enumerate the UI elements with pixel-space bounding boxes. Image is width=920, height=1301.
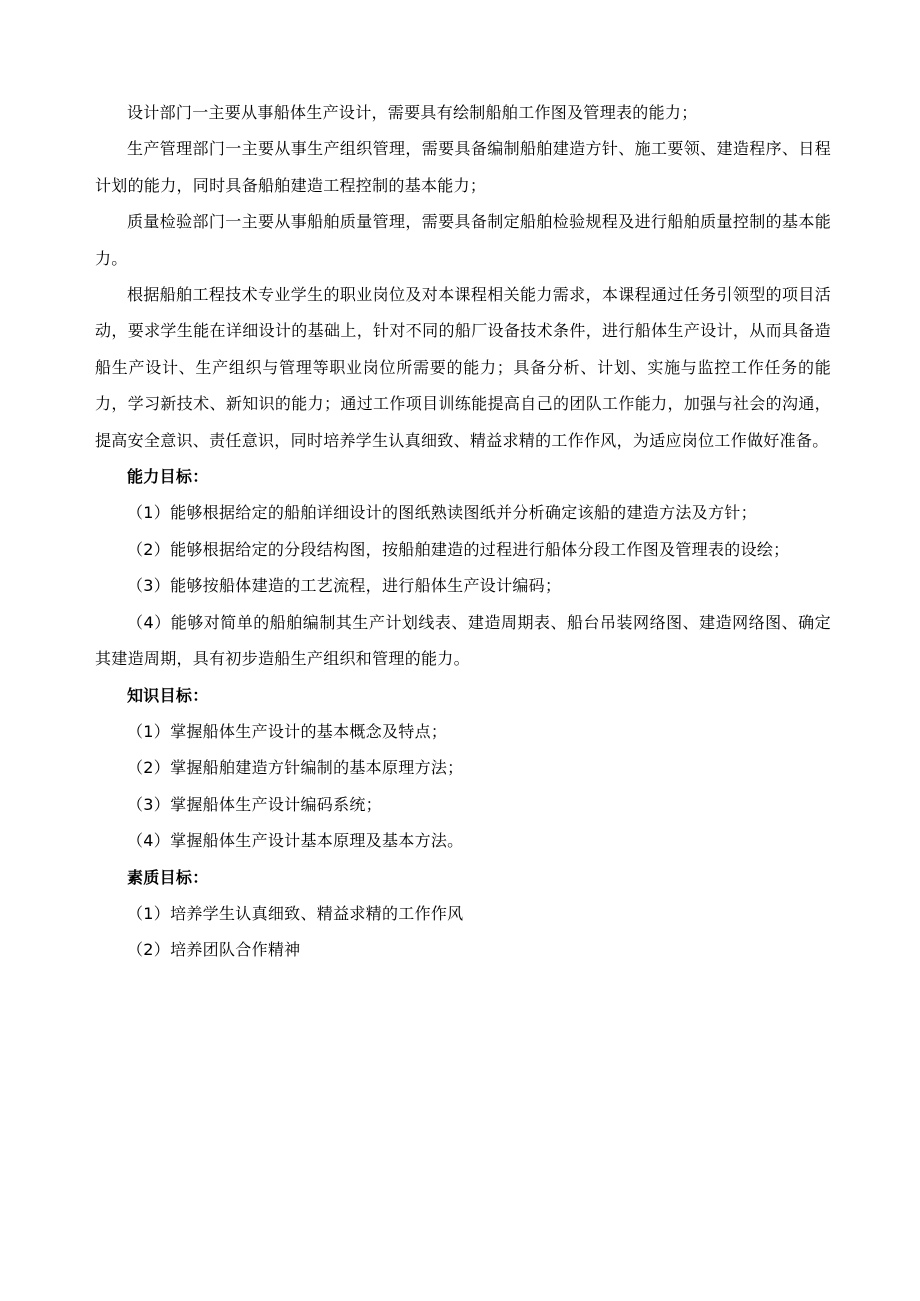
knowledge-goal-item: （4）掌握船体生产设计基本原理及基本方法。 xyxy=(127,831,464,851)
paragraph-quality-dept: 质量检验部门一主要从事船舶质量管理，需要具备制定船舶检验规程及进行船舶质量控制的基本能力。 xyxy=(95,212,831,268)
ability-goal-item: （3）能够按船体建造的工艺流程，进行船体生产设计编码； xyxy=(127,576,562,596)
quality-goal-item: （2）培养团队合作精神 xyxy=(127,940,301,960)
paragraph-production-dept: 生产管理部门一主要从事生产组织管理，需要具备编制船舶建造方针、施工要领、建造程序、日程计划的能力，同时具备船舶建造工程控制的基本能力； xyxy=(95,139,831,195)
ability-goals-heading: 能力目标： xyxy=(127,467,209,487)
knowledge-goal-item: （2）掌握船舶建造方针编制的基本原理方法； xyxy=(127,758,464,778)
ability-goal-item: （4）能够对简单的船舶编制其生产计划线表、建造周期表、船台吊装网络图、建造网络图、确定其建造周期，具有初步造船生产组织和管理的能力。 xyxy=(95,612,831,669)
document-body xyxy=(95,95,831,969)
knowledge-goals-heading: 知识目标： xyxy=(127,685,209,705)
quality-goals-heading: 素质目标： xyxy=(127,867,209,887)
knowledge-goal-item: （1）掌握船体生产设计的基本概念及特点； xyxy=(127,721,448,741)
knowledge-goal-item: （3）掌握船体生产设计编码系统； xyxy=(127,794,382,814)
paragraph-course-overview: 根据船舶工程技术专业学生的职业岗位及对本课程相关能力需求，本课程通过任务引领型的项目活动，要求学生能在详细设计的基础上，针对不同的船厂设备技术条件，进行船体生产设计，从而具备造船生产设计、生产组织与管理等职业岗位所需要的能力；具备分析、计划、实施与监控工作任务的能力，学习新技术、新知识的能力；通过工作项目训练能提高自己的团队工作能力，加强与社会的沟通，提高安全意识、责任意识，同时培养学生认真细致、精益求精的工作作风，为适应岗位工作做好准备。 xyxy=(95,285,831,450)
ability-goal-item: （1）能够根据给定的船舶详细设计的图纸熟读图纸并分析确定该船的建造方法及方针； xyxy=(127,503,757,523)
ability-goal-item: （2）能够根据给定的分段结构图，按船舶建造的过程进行船体分段工作图及管理表的设绘； xyxy=(127,539,790,559)
quality-goal-item: （1）培养学生认真细致、精益求精的工作作风 xyxy=(127,903,464,923)
paragraph-design-dept: 设计部门一主要从事船体生产设计，需要具有绘制船舶工作图及管理表的能力； xyxy=(127,103,698,122)
